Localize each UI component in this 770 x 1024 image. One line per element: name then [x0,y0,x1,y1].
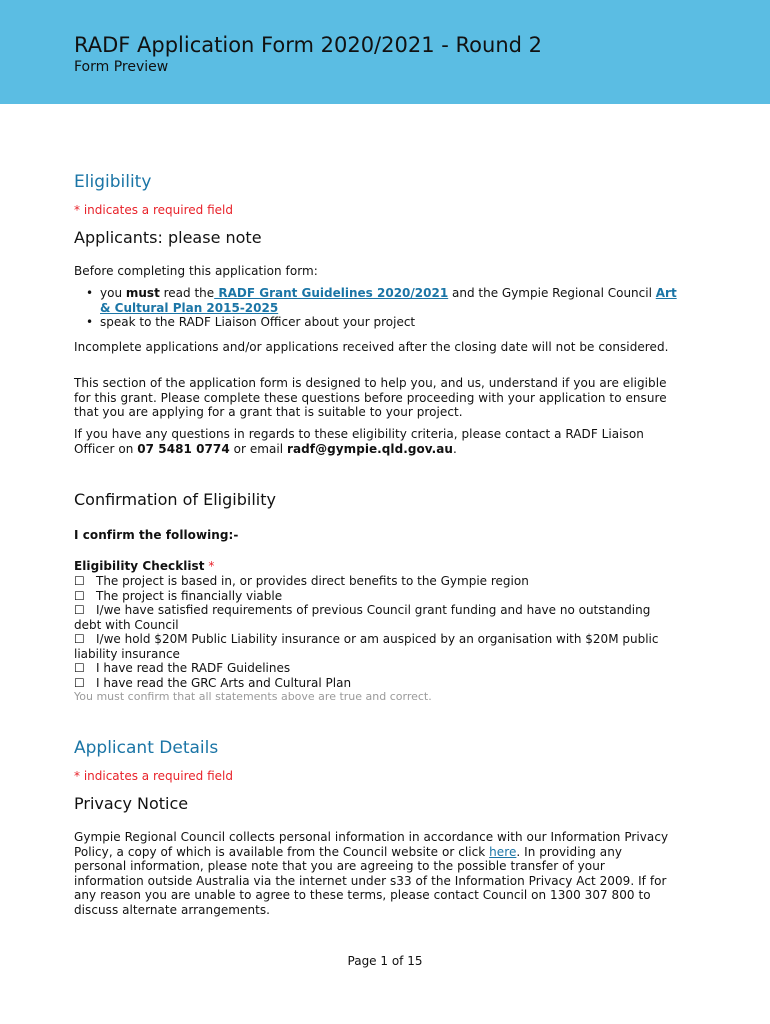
form-subtitle: Form Preview [74,59,169,75]
must-emphasis: must [125,286,160,300]
checkbox-icon[interactable]: ☐ [74,676,85,690]
contact-text-part: . [453,441,457,456]
checklist-item[interactable] [74,574,674,589]
checklist-item[interactable] [74,676,674,691]
checkbox-icon[interactable]: ☐ [74,603,85,617]
checklist-item[interactable] [74,589,674,604]
confirmation-heading: Confirmation of Eligibility [74,490,276,509]
contact-text-part: If you have any questions in regards to these eligibility criteria, please contact a RADF Liaison Officer on [74,427,644,456]
radf-guidelines-link[interactable]: RADF Grant Guidelines 2020/2021 [214,286,449,300]
cultural-plan-link[interactable]: Art & Cultural Plan 2015-2025 [100,286,677,315]
applicant-details-heading: Applicant Details [74,738,219,758]
privacy-text-part: Gympie Regional Council collects personal information in accordance with our Information Privacy Policy, a copy of which is available from the Council website or click [74,830,669,859]
bullet-text: speak to the RADF Liaison Officer about your project [100,315,416,330]
checklist-item-label: I have read the RADF Guidelines [96,661,291,675]
confirm-hint: You must confirm that all statements above are true and correct. [74,690,432,703]
email-address: radf@gympie.qld.gov.au [287,441,454,456]
checklist-item[interactable] [74,603,674,632]
section-purpose-text: This section of the application form is designed to help you, and us, understand if you are eligible for this grant. Please complete these questions before proceeding with your application to ensure that you are applying for a grant that is suitable to your project. [74,376,667,420]
list-item [100,315,680,330]
required-star: * [208,559,215,573]
required-field-note: * indicates a required field [74,769,233,783]
contact-text-part: or email [229,441,288,456]
checklist-item-label: The project is financially viable [96,589,283,603]
page-number: Page 1 of 15 [347,954,423,968]
phone-number: 07 5481 0774 [137,441,230,456]
bullet-text: and the Gympie Regional Council [448,286,656,300]
incomplete-notice: Incomplete applications and/or applications received after the closing date will not be considered. [74,340,669,354]
confirm-label: I confirm the following:- [74,528,239,542]
page-header [0,0,770,104]
checkbox-icon[interactable]: ☐ [74,589,85,603]
checklist-item-label: I/we hold $20M Public Liability insurance or am auspiced by an organisation with $20M public liability insurance [74,632,659,661]
applicants-note-heading: Applicants: please note [74,228,262,247]
checkbox-icon[interactable]: ☐ [74,632,85,646]
required-field-note: * indicates a required field [74,203,233,217]
checklist-item-label: I have read the GRC Arts and Cultural Plan [96,676,352,690]
privacy-notice-text [74,830,674,918]
bullet-text: you [100,286,126,300]
bullet-text: read the [159,286,215,300]
checklist-item[interactable] [74,661,674,676]
checklist-item-label: I/we have satisfied requirements of previous Council grant funding and have no outstanding debt with Council [74,603,651,632]
list-item [100,286,680,315]
intro-text: Before completing this application form: [74,264,318,278]
checklist-item-label: The project is based in, or provides direct benefits to the Gympie region [96,574,529,588]
checkbox-icon[interactable]: ☐ [74,574,85,588]
eligibility-heading: Eligibility [74,172,152,192]
checklist-item[interactable] [74,632,674,661]
form-title: RADF Application Form 2020/2021 - Round 2 [74,33,542,57]
privacy-notice-heading: Privacy Notice [74,794,189,813]
privacy-text-part: . In providing any personal information, please note that you are agreeing to the possible transfer of your information outside Australia via the internet under s33 of the Information Privacy Act 2009. If for any reason you are unable to agree to these terms, please contact Council on 1300 307 800 to discuss alternate arrangements. [74,844,667,917]
contact-text [74,427,674,456]
checkbox-icon[interactable]: ☐ [74,661,85,675]
requirements-list [74,286,680,330]
checklist-label [74,559,674,574]
checklist-label-text: Eligibility Checklist [74,559,205,573]
privacy-policy-link[interactable]: here [489,844,517,859]
